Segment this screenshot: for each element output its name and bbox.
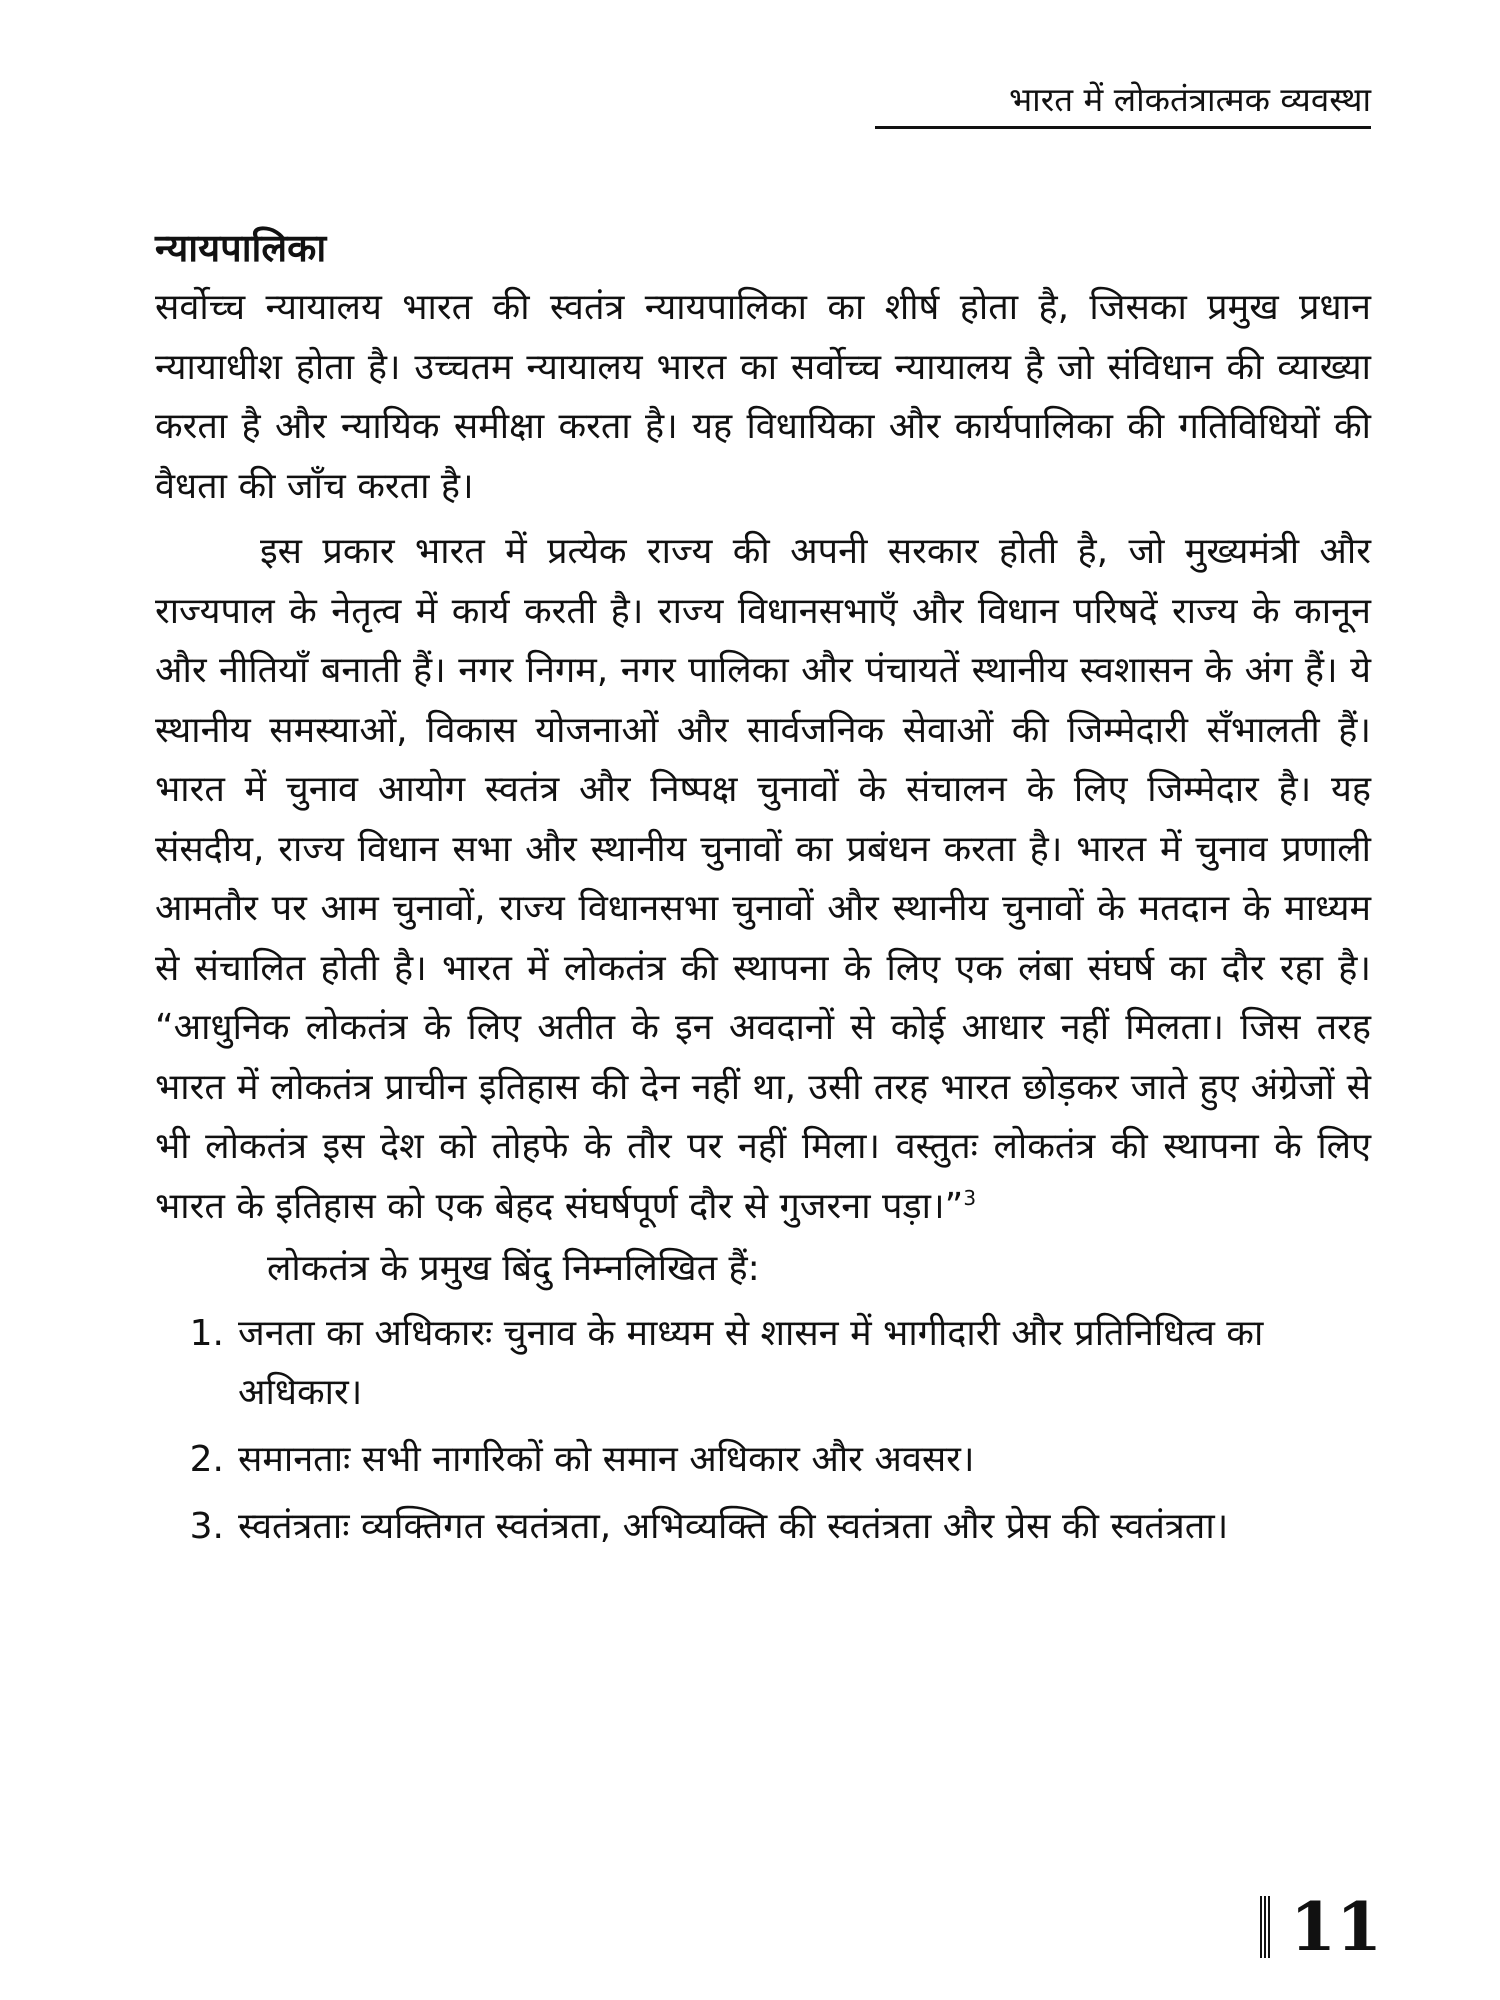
paragraph-judiciary: सर्वोच्च न्यायालय भारत की स्वतंत्र न्यायपालिका का शीर्ष होता है, जिसका प्रमुख प्रधान न्यायाधीश होता है। उच्चतम न्यायालय भारत का सर्वोच्च न्यायालय है जो संविधान की व्याख्या करता है और न्यायिक समीक्षा करता है। यह विधायिका और कार्यपालिका की गतिविधियों की वैधता की जाँच करता है।	[155, 287, 1371, 507]
list-item-text	[238, 1497, 1371, 1556]
paragraph-state-government-text: इस प्रकार भारत में प्रत्येक राज्य की अपनी सरकार होती है, जो मुख्यमंत्री और राज्यपाल के नेतृत्व में कार्य करती है। राज्य विधानसभाएँ और विधान परिषदें राज्य के कानून और नीतियाँ बनाती हैं। नगर निगम, नगर पालिका और पंचायतें स्थानीय स्वशासन के अंग हैं। ये स्थानीय समस्याओं, विकास योजनाओं और सार्वजनिक सेवाओं की जिम्मेदारी सँभालती हैं। भारत में चुनाव आयोग स्वतंत्र और निष्पक्ष चुनावों के संचालन के लिए जिम्मेदार है। यह संसदीय, राज्य विधान सभा और स्थानीय चुनावों का प्रबंधन करता है। भारत में चुनाव प्रणाली आमतौर पर आम चुनावों, राज्य विधानसभा चुनावों और स्थानीय चुनावों के मतदान के माध्यम से संचालित होती है। भारत में लोकतंत्र की स्थापना के लिए एक लंबा संघर्ष का दौर रहा है। “आधुनिक लोकतंत्र के लिए अतीत के इन अवदानों से कोई आधार नहीं मिलता। जिस तरह भारत में लोकतंत्र प्राचीन इतिहास की देन नहीं था, उसी तरह भारत छोड़कर जाते हुए अंग्रेजों से भी लोकतंत्र इस देश को तोहफे के तौर पर नहीं मिला। वस्तुतः लोकतंत्र की स्थापना के लिए भारत के इतिहास को एक बेहद संघर्षपूर्ण दौर से गुजरना पड़ा।”	[155, 531, 1371, 1227]
page-body	[155, 222, 1371, 1564]
running-header: भारत में लोकतंत्रात्मक व्यवस्था	[875, 78, 1371, 129]
list-item-description: व्यक्तिगत स्वतंत्रता, अभिव्यक्ति की स्वतंत्रता और प्रेस की स्वतंत्रता।	[349, 1506, 1229, 1547]
page-number: 11	[1290, 1888, 1382, 1966]
page-footer	[1260, 1888, 1382, 1966]
list-item-text	[238, 1430, 1371, 1489]
list-item-description: चुनाव के माध्यम से शासन में भागीदारी और प्रतिनिधित्व का अधिकार।	[238, 1313, 1264, 1413]
list-item-number: 1.	[189, 1313, 224, 1354]
page-number-bar	[1260, 1896, 1272, 1958]
list-item-description: सभी नागरिकों को समान अधिकार और अवसर।	[350, 1439, 975, 1480]
section-heading: न्यायपालिका	[155, 226, 327, 270]
list-item	[155, 1430, 1371, 1489]
democracy-points-list	[155, 1304, 1371, 1556]
list-intro: लोकतंत्र के प्रमुख बिंदु निम्नलिखित हैं:	[267, 1248, 760, 1289]
list-item-term: जनता का अधिकारः	[238, 1313, 493, 1354]
footnote-reference: 3	[963, 1185, 977, 1210]
paragraph-state-government	[155, 522, 1371, 1236]
list-item-term: स्वतंत्रताः	[238, 1506, 350, 1547]
list-item-term: समानताः	[238, 1439, 351, 1480]
list-item	[155, 1497, 1371, 1556]
list-item-number: 3.	[189, 1506, 224, 1547]
list-item-number: 2.	[189, 1439, 224, 1480]
list-item	[155, 1304, 1371, 1422]
list-item-text	[238, 1304, 1371, 1422]
